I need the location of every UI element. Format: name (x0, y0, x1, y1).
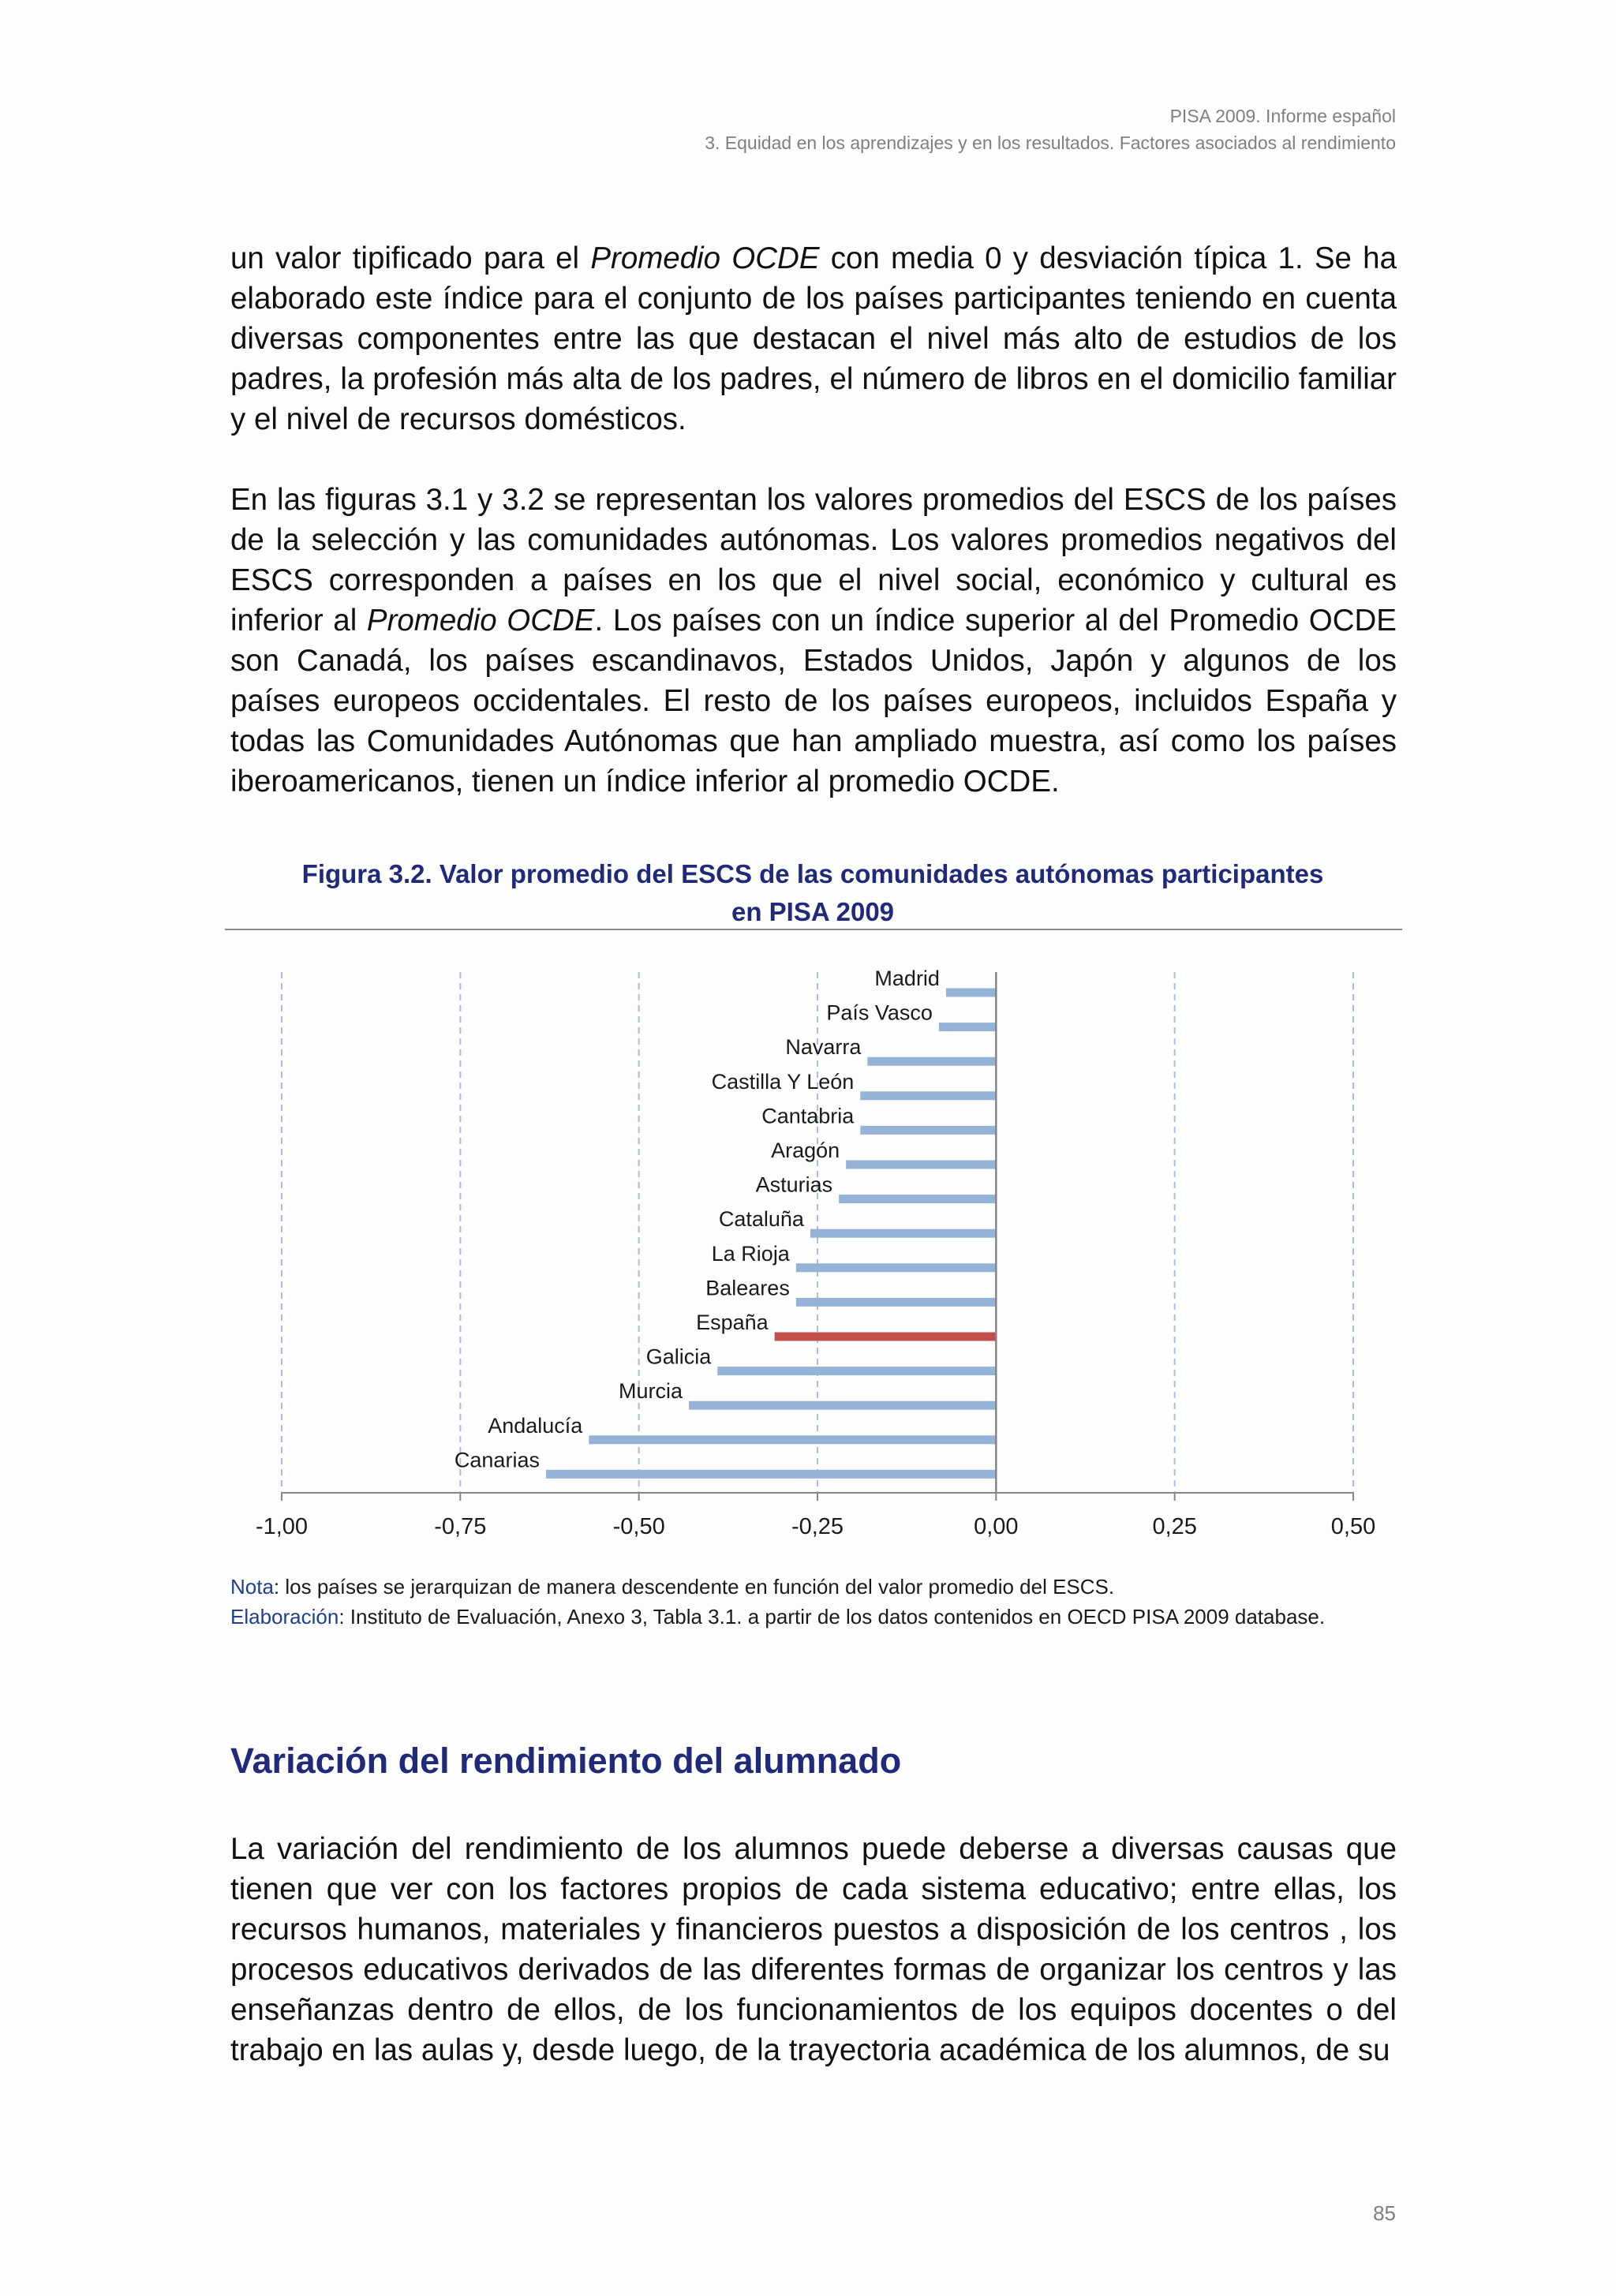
bar (717, 1367, 996, 1375)
category-label: País Vasco (826, 1000, 933, 1025)
header-line-2: 3. Equidad en los aprendizajes y en los resultados. Factores asociados al rendimiento (705, 133, 1396, 153)
bar (546, 1470, 996, 1479)
bar (839, 1195, 996, 1203)
figure-title-rule (225, 929, 1402, 930)
paragraph-3: La variación del rendimiento de los alumnos puede deberse a diversas causas que tienen que ver con los factores propios de cada sistema educativo; entre ellas, los recursos humanos, materiales y financieros puestos a disposición de los centros , los procesos educativos derivados de las diferentes formas de organizar los centros y las enseñanzas dentro de ellos, de los funcionamientos de los equipos docentes o del trabajo en las aulas y, desde luego, de la trayectoria académica de los alumnos, de su (230, 1832, 1397, 2067)
category-label: Navarra (785, 1035, 862, 1060)
paragraph-2-pre: En las figuras 3.1 y 3.2 se representan los valores promedios del ESCS de los países de la selección y las comunidades autónomas. Los valores promedios negativos del ESCS corresponden a países en los que el nivel social, económico y cultural es inferior al (230, 483, 1397, 638)
source-text: : Instituto de Evaluación, Anexo 3, Tabla 3.1. a partir de los datos contenidos en OECD PISA 2009 database. (339, 1605, 1326, 1629)
category-label: Galicia (645, 1344, 712, 1369)
category-label: Baleares (705, 1276, 790, 1300)
x-tick-label: -1,00 (255, 1514, 309, 1539)
paragraph-1-emphasis: Promedio OCDE (590, 241, 820, 275)
category-label: Asturias (755, 1172, 833, 1197)
x-tick-label: 0,00 (974, 1514, 1019, 1539)
figure-title-line-1: Figura 3.2. Valor promedio del ESCS de las comunidades autónomas participantes (301, 859, 1324, 888)
x-tick-label: 0,50 (1330, 1514, 1376, 1539)
section-heading: Variación del rendimiento del alumnado (230, 1741, 902, 1781)
source-line (230, 1602, 1325, 1632)
chart-category-labels (454, 967, 940, 1471)
bar (589, 1435, 996, 1444)
page-number: 85 (1373, 2201, 1396, 2225)
bar (796, 1298, 996, 1307)
bar (939, 1023, 996, 1031)
escs-bar-chart (225, 947, 1408, 1562)
paragraph-2-emphasis: Promedio OCDE (366, 604, 595, 638)
chart-bars (546, 989, 996, 1479)
source-label: Elaboración (230, 1605, 339, 1629)
bar (860, 1091, 996, 1100)
header-line-1: PISA 2009. Informe español (1169, 106, 1396, 126)
category-label: Murcia (619, 1379, 683, 1404)
bar (810, 1229, 996, 1238)
chart-tick-labels (256, 1514, 1375, 1539)
bar-espana-highlight (775, 1333, 997, 1341)
paragraph-2-post: . Los países con un índice superior al del Promedio OCDE son Canadá, los países escandinavos, Estados Unidos, Japón y algunos de los países europeos occidentales. El resto de los países europeos, incluidos España y todas las Comunidades Autónomas que han ampliado muestra, así como los países iberoamericanos, tienen un índice inferior al promedio OCDE. (230, 604, 1397, 798)
paragraph-1-post: con media 0 y desviación típica 1. Se ha elaborado este índice para el conjunto de los países participantes teniendo en cuenta diversas componentes entre las que destacan el nivel más alto de estudios de los padres, la profesión más alta de los padres, el número de libros en el domicilio familiar y el nivel de recursos domésticos. (230, 241, 1397, 436)
figure-notes (230, 1572, 1325, 1632)
figure-title (225, 855, 1401, 931)
bar (689, 1401, 996, 1410)
paragraph-1 (230, 238, 1397, 439)
note-text: : los países se jerarquizan de manera descendente en función del valor promedio del ESCS. (273, 1575, 1115, 1599)
category-label: España (696, 1311, 769, 1334)
x-tick-label: -0,50 (612, 1514, 665, 1539)
paragraph-2 (230, 480, 1397, 802)
category-label: Andalucía (488, 1413, 583, 1438)
category-label: Madrid (874, 967, 940, 990)
category-label: La Rioja (711, 1241, 790, 1266)
bar (796, 1263, 996, 1272)
paragraph-1-pre: un valor tipificado para el (230, 241, 591, 275)
running-header (705, 103, 1396, 156)
category-label: Cataluña (718, 1207, 804, 1232)
bar (860, 1126, 996, 1135)
x-tick-label: -0,25 (791, 1514, 844, 1539)
bar (946, 989, 996, 997)
x-tick-label: -0,75 (434, 1514, 487, 1539)
category-label: Castilla Y León (711, 1069, 855, 1094)
bar (867, 1057, 996, 1066)
bar (846, 1161, 996, 1169)
note-line (230, 1572, 1325, 1602)
figure-title-line-2: en PISA 2009 (731, 897, 895, 926)
x-tick-label: 0,25 (1152, 1514, 1197, 1539)
category-label: Cantabria (761, 1104, 855, 1128)
note-label: Nota (230, 1575, 274, 1599)
category-label: Canarias (454, 1448, 540, 1472)
category-label: Aragón (771, 1139, 840, 1162)
